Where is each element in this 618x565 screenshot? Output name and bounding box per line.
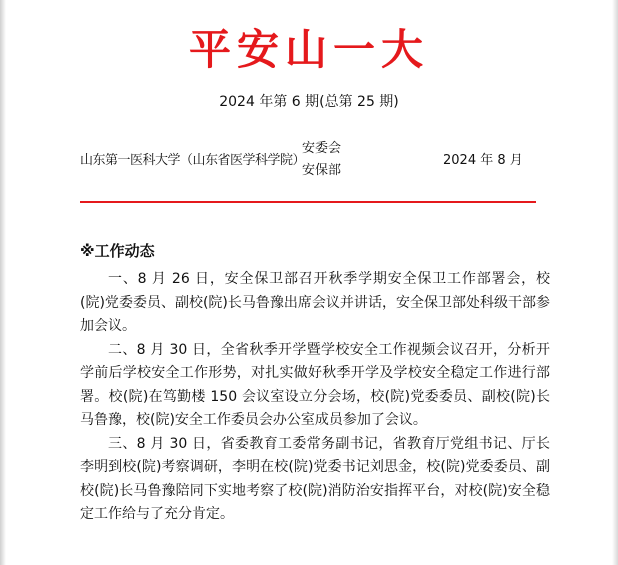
- issue-number: 2024 年第 6 期(总第 25 期): [219, 94, 399, 110]
- news-paragraph: 二、8 月 30 日，全省秋季开学暨学校安全工作视频会议召开，分析开学前后学校安全工作形势，对扎实做好秋季开学及学校安全稳定工作进行部署。校(院)在笃勤楼 150 会议室设立分会场，校(院)党委委员、副校(院)长马鲁豫，校(院)安全工作委员会办公室成员参加了会议。: [80, 341, 550, 428]
- issue-date: 2024 年 8 月: [443, 153, 523, 168]
- page-left-edge: [0, 0, 6, 565]
- news-paragraph: 一、8 月 26 日，安全保卫部召开秋季学期安全保卫工作部署会，校(院)党委委员、副校(院)长马鲁豫出席会议并讲话，安全保卫部处科级干部参加会议。: [80, 271, 550, 334]
- section-heading: ※工作动态: [80, 242, 155, 260]
- masthead-title: 平安山一大: [188, 25, 429, 74]
- organization-name: 山东第一医科大学（山东省医学科学院）: [80, 153, 306, 168]
- issuer-name: 安保部: [302, 163, 342, 178]
- news-paragraph: 三、8 月 30 日，省委教育工委常务副书记，省教育厅党组书记、厅长李明到校(院)考察调研，李明在校(院)党委书记刘思金，校(院)党委委员、副校(院)长马鲁豫陪同下实地考察了校(院)消防治安指挥平台，对校(院)安全稳定工作给与了充分肯定。: [80, 435, 550, 522]
- section-body: [80, 268, 550, 527]
- red-divider-line: [80, 201, 536, 203]
- issuer-list: [302, 138, 341, 182]
- issuer-name: 安委会: [302, 141, 342, 156]
- page-right-edge: [612, 0, 618, 565]
